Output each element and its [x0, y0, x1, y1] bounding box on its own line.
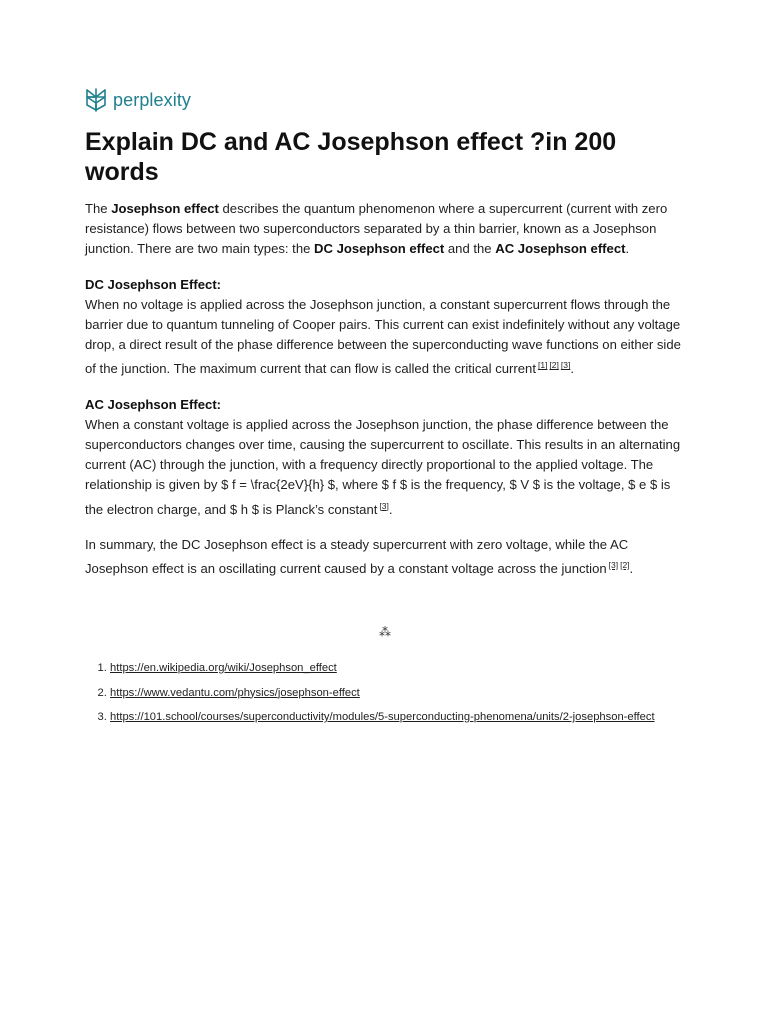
intro-text-1: The	[85, 201, 112, 216]
source-item	[110, 660, 710, 678]
dc-section	[85, 275, 685, 380]
citation-link[interactable]: [3]	[379, 500, 389, 511]
summary-end: .	[629, 561, 634, 577]
intro-paragraph	[85, 199, 685, 260]
source-link[interactable]: https://101.school/courses/superconductivity/modules/5-superconducting-phenomena/units/2-josephson-effect	[110, 711, 655, 723]
ac-text: When a constant voltage is applied across the Josephson junction, the phase difference between the superconductors changes over time, causing the supercurrent to oscillate. This results in an alternating current (AC) through the junction, with a frequency directly proportional to the applied voltage. The relationship is given by $ f = \frac{2eV}{h} $, where $ f $ is the frequency, $ V $ is the voltage, $ e $ is the electron charge, and $ h $ is Planck’s constant	[85, 416, 681, 517]
ac-section	[85, 395, 685, 520]
citation-link[interactable]: [3]	[560, 360, 571, 371]
brand-logo[interactable]	[85, 88, 191, 112]
intro-bold-2: DC Josephson effect	[314, 241, 445, 257]
summary-text: In summary, the DC Josephson effect is a steady supercurrent with zero voltage, while the AC Josephson effect is an oscillating current caused by a constant voltage across the junction	[85, 536, 629, 577]
ac-heading: AC Josephson Effect:	[85, 396, 222, 412]
intro-bold-1: Josephson effect	[111, 201, 219, 216]
page-title: Explain DC and AC Josephson effect ?in 200 words	[85, 128, 617, 186]
citation-link[interactable]: [2]	[620, 560, 630, 571]
citation-link[interactable]: [3]	[608, 560, 619, 571]
citation-link[interactable]: [2]	[549, 360, 559, 371]
sources-list	[85, 660, 710, 734]
dc-text: When no voltage is applied across the Josephson junction, a constant supercurrent flows through the barrier due to quantum tunneling of Cooper pairs. This current can exist indefinitely without any voltage drop, a direct result of the phase difference between the superconducting wave functions on either side of the junction. The maximum current that can flow is called the critical current	[85, 296, 681, 377]
source-item	[110, 709, 710, 727]
dc-heading: DC Josephson Effect:	[85, 276, 222, 292]
intro-text-2: describes the quantum phenomenon where a supercurrent (current with zero resistance) flows between two superconductors separated by a thin barrier, known as a Josephson junction. There are two main types: the	[85, 201, 668, 257]
intro-bold-3: AC Josephson effect	[495, 241, 626, 257]
brand-name: perplexity	[113, 89, 192, 110]
perplexity-logo-icon	[85, 88, 107, 112]
intro-text-3: and the	[444, 241, 496, 257]
source-item	[110, 685, 710, 703]
answer-body	[85, 199, 685, 594]
source-link[interactable]: https://en.wikipedia.org/wiki/Josephson_effect	[110, 662, 337, 674]
citation-link[interactable]: [1]	[537, 360, 548, 371]
section-divider: ⁂	[379, 625, 391, 639]
dc-end: .	[570, 361, 574, 377]
summary-paragraph	[85, 535, 685, 579]
source-link[interactable]: https://www.vedantu.com/physics/josephson-effect	[110, 686, 360, 699]
intro-text-4: .	[625, 241, 630, 257]
ac-end: .	[388, 501, 393, 517]
